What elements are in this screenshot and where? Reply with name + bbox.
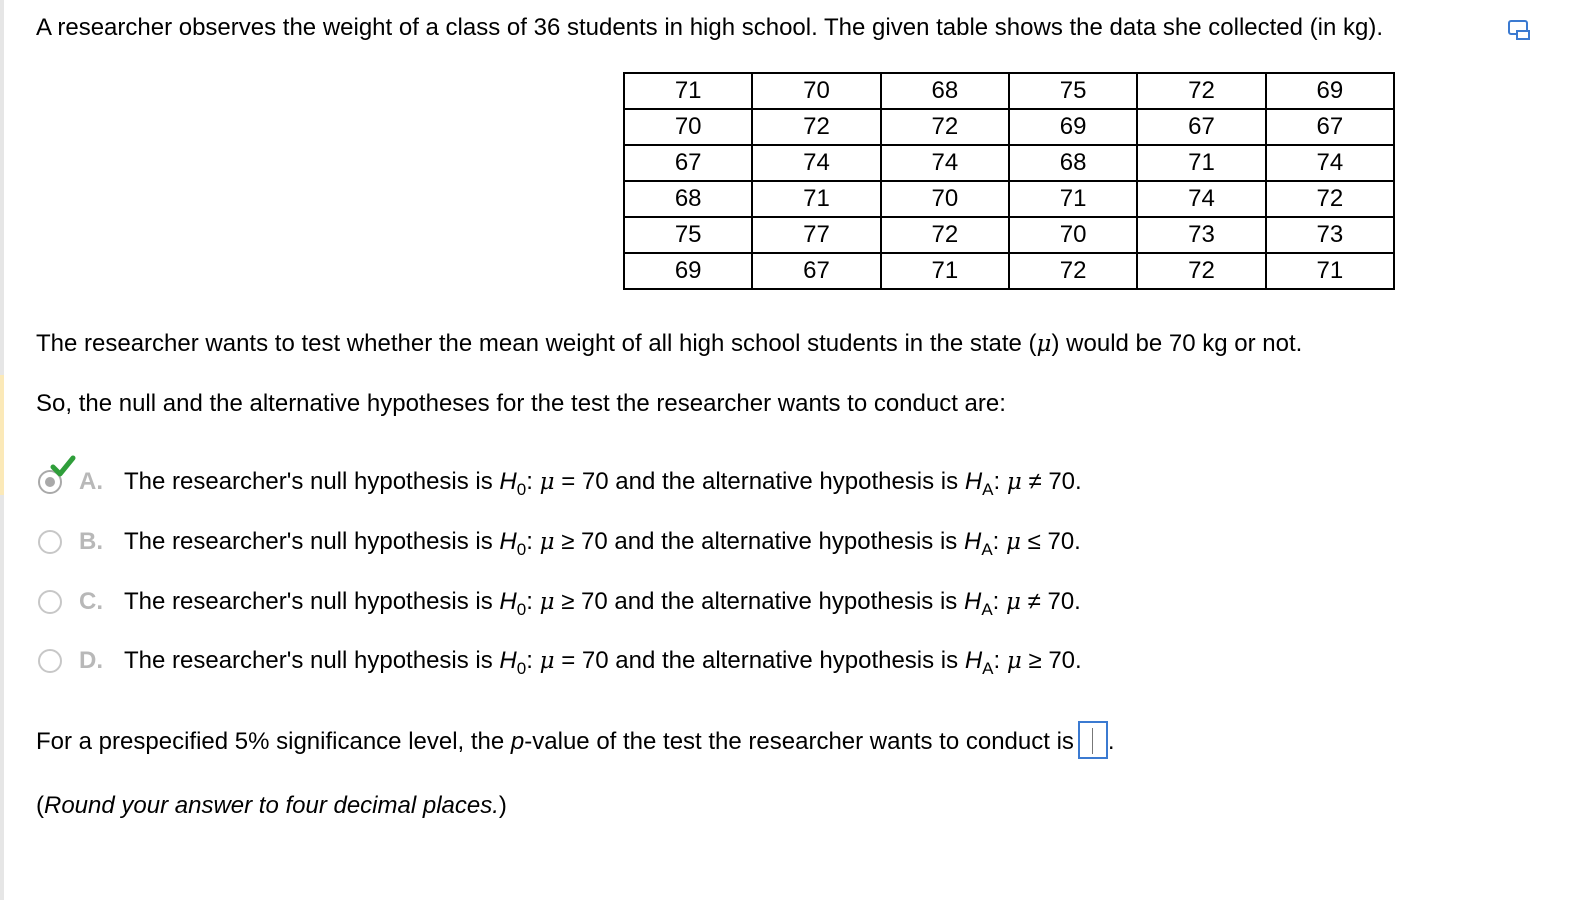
table-cell: 68 (881, 73, 1009, 109)
radio-option-b[interactable] (38, 530, 62, 554)
table-cell: 71 (1137, 145, 1265, 181)
left-border-marker (0, 375, 4, 495)
table-cell: 72 (752, 109, 880, 145)
text-caret (1092, 728, 1093, 754)
pvalue-answer-input[interactable] (1078, 721, 1108, 759)
option-text: The researcher's null hypothesis is $H_0$: μ ≥ 70 and the alternative hypothesis is $H_A$: μ ≠ 70. (124, 588, 1081, 619)
option-text: The researcher's null hypothesis is $H_0$: μ = 70 and the alternative hypothesis is $H_A$: μ ≥ 70. (124, 647, 1082, 678)
table-cell: 67 (752, 253, 880, 289)
radio-option-d[interactable] (38, 649, 62, 673)
table-row (624, 109, 1394, 145)
option-letter: D. (79, 647, 103, 674)
table-cell: 72 (881, 109, 1009, 145)
table-cell: 70 (752, 73, 880, 109)
option-letter: A. (79, 468, 103, 495)
table-cell: 67 (1266, 109, 1394, 145)
table-cell: 71 (1266, 253, 1394, 289)
table-cell: 71 (624, 73, 752, 109)
table-cell: 72 (881, 217, 1009, 253)
weights-table (623, 72, 1395, 290)
question-intro: A researcher observes the weight of a class of 36 students in high school. The given table shows the data she collected (in kg). (36, 14, 1383, 41)
table-cell: 75 (1009, 73, 1137, 109)
table-cell: 74 (881, 145, 1009, 181)
check-icon (50, 454, 76, 478)
table-cell: 72 (1266, 181, 1394, 217)
table-cell: 67 (624, 145, 752, 181)
hypotheses-prompt: So, the null and the alternative hypotheses for the test the researcher wants to conduct are: (36, 390, 1006, 417)
table-cell: 72 (1137, 73, 1265, 109)
table-cell: 74 (1137, 181, 1265, 217)
table-row (624, 73, 1394, 109)
table-cell: 70 (624, 109, 752, 145)
option-text: The researcher's null hypothesis is $H_0$: μ = 70 and the alternative hypothesis is $H_A$: μ ≠ 70. (124, 468, 1082, 499)
radio-option-c[interactable] (38, 590, 62, 614)
table-cell: 74 (752, 145, 880, 181)
table-cell: 74 (1266, 145, 1394, 181)
table-cell: 72 (1137, 253, 1265, 289)
table-cell: 67 (1137, 109, 1265, 145)
table-row (624, 217, 1394, 253)
table-cell: 73 (1137, 217, 1265, 253)
rounding-instruction: (Round your answer to four decimal places.) (36, 792, 507, 819)
pvalue-question: For a prespecified 5% significance level, the p-value of the test the researcher wants to conduct is . (36, 726, 1115, 759)
table-cell: 72 (1009, 253, 1137, 289)
option-letter: C. (79, 588, 103, 615)
option-letter: B. (79, 528, 103, 555)
table-cell: 69 (624, 253, 752, 289)
option-text: The researcher's null hypothesis is $H_0$: μ ≥ 70 and the alternative hypothesis is $H_A$: μ ≤ 70. (124, 528, 1081, 559)
table-cell: 73 (1266, 217, 1394, 253)
table-cell: 69 (1266, 73, 1394, 109)
table-cell: 69 (1009, 109, 1137, 145)
table-row (624, 145, 1394, 181)
table-cell: 77 (752, 217, 880, 253)
table-cell: 68 (624, 181, 752, 217)
table-cell: 70 (881, 181, 1009, 217)
test-description: The researcher wants to test whether the mean weight of all high school students in the state (μ) would be 70 kg or not. (36, 330, 1303, 357)
table-cell: 70 (1009, 217, 1137, 253)
table-cell: 71 (1009, 181, 1137, 217)
table-cell: 75 (624, 217, 752, 253)
mu-symbol: μ (1036, 331, 1052, 357)
table-row (624, 181, 1394, 217)
table-row (624, 253, 1394, 289)
table-cell: 68 (1009, 145, 1137, 181)
print-icon[interactable] (1507, 19, 1531, 41)
table-cell: 71 (881, 253, 1009, 289)
table-cell: 71 (752, 181, 880, 217)
